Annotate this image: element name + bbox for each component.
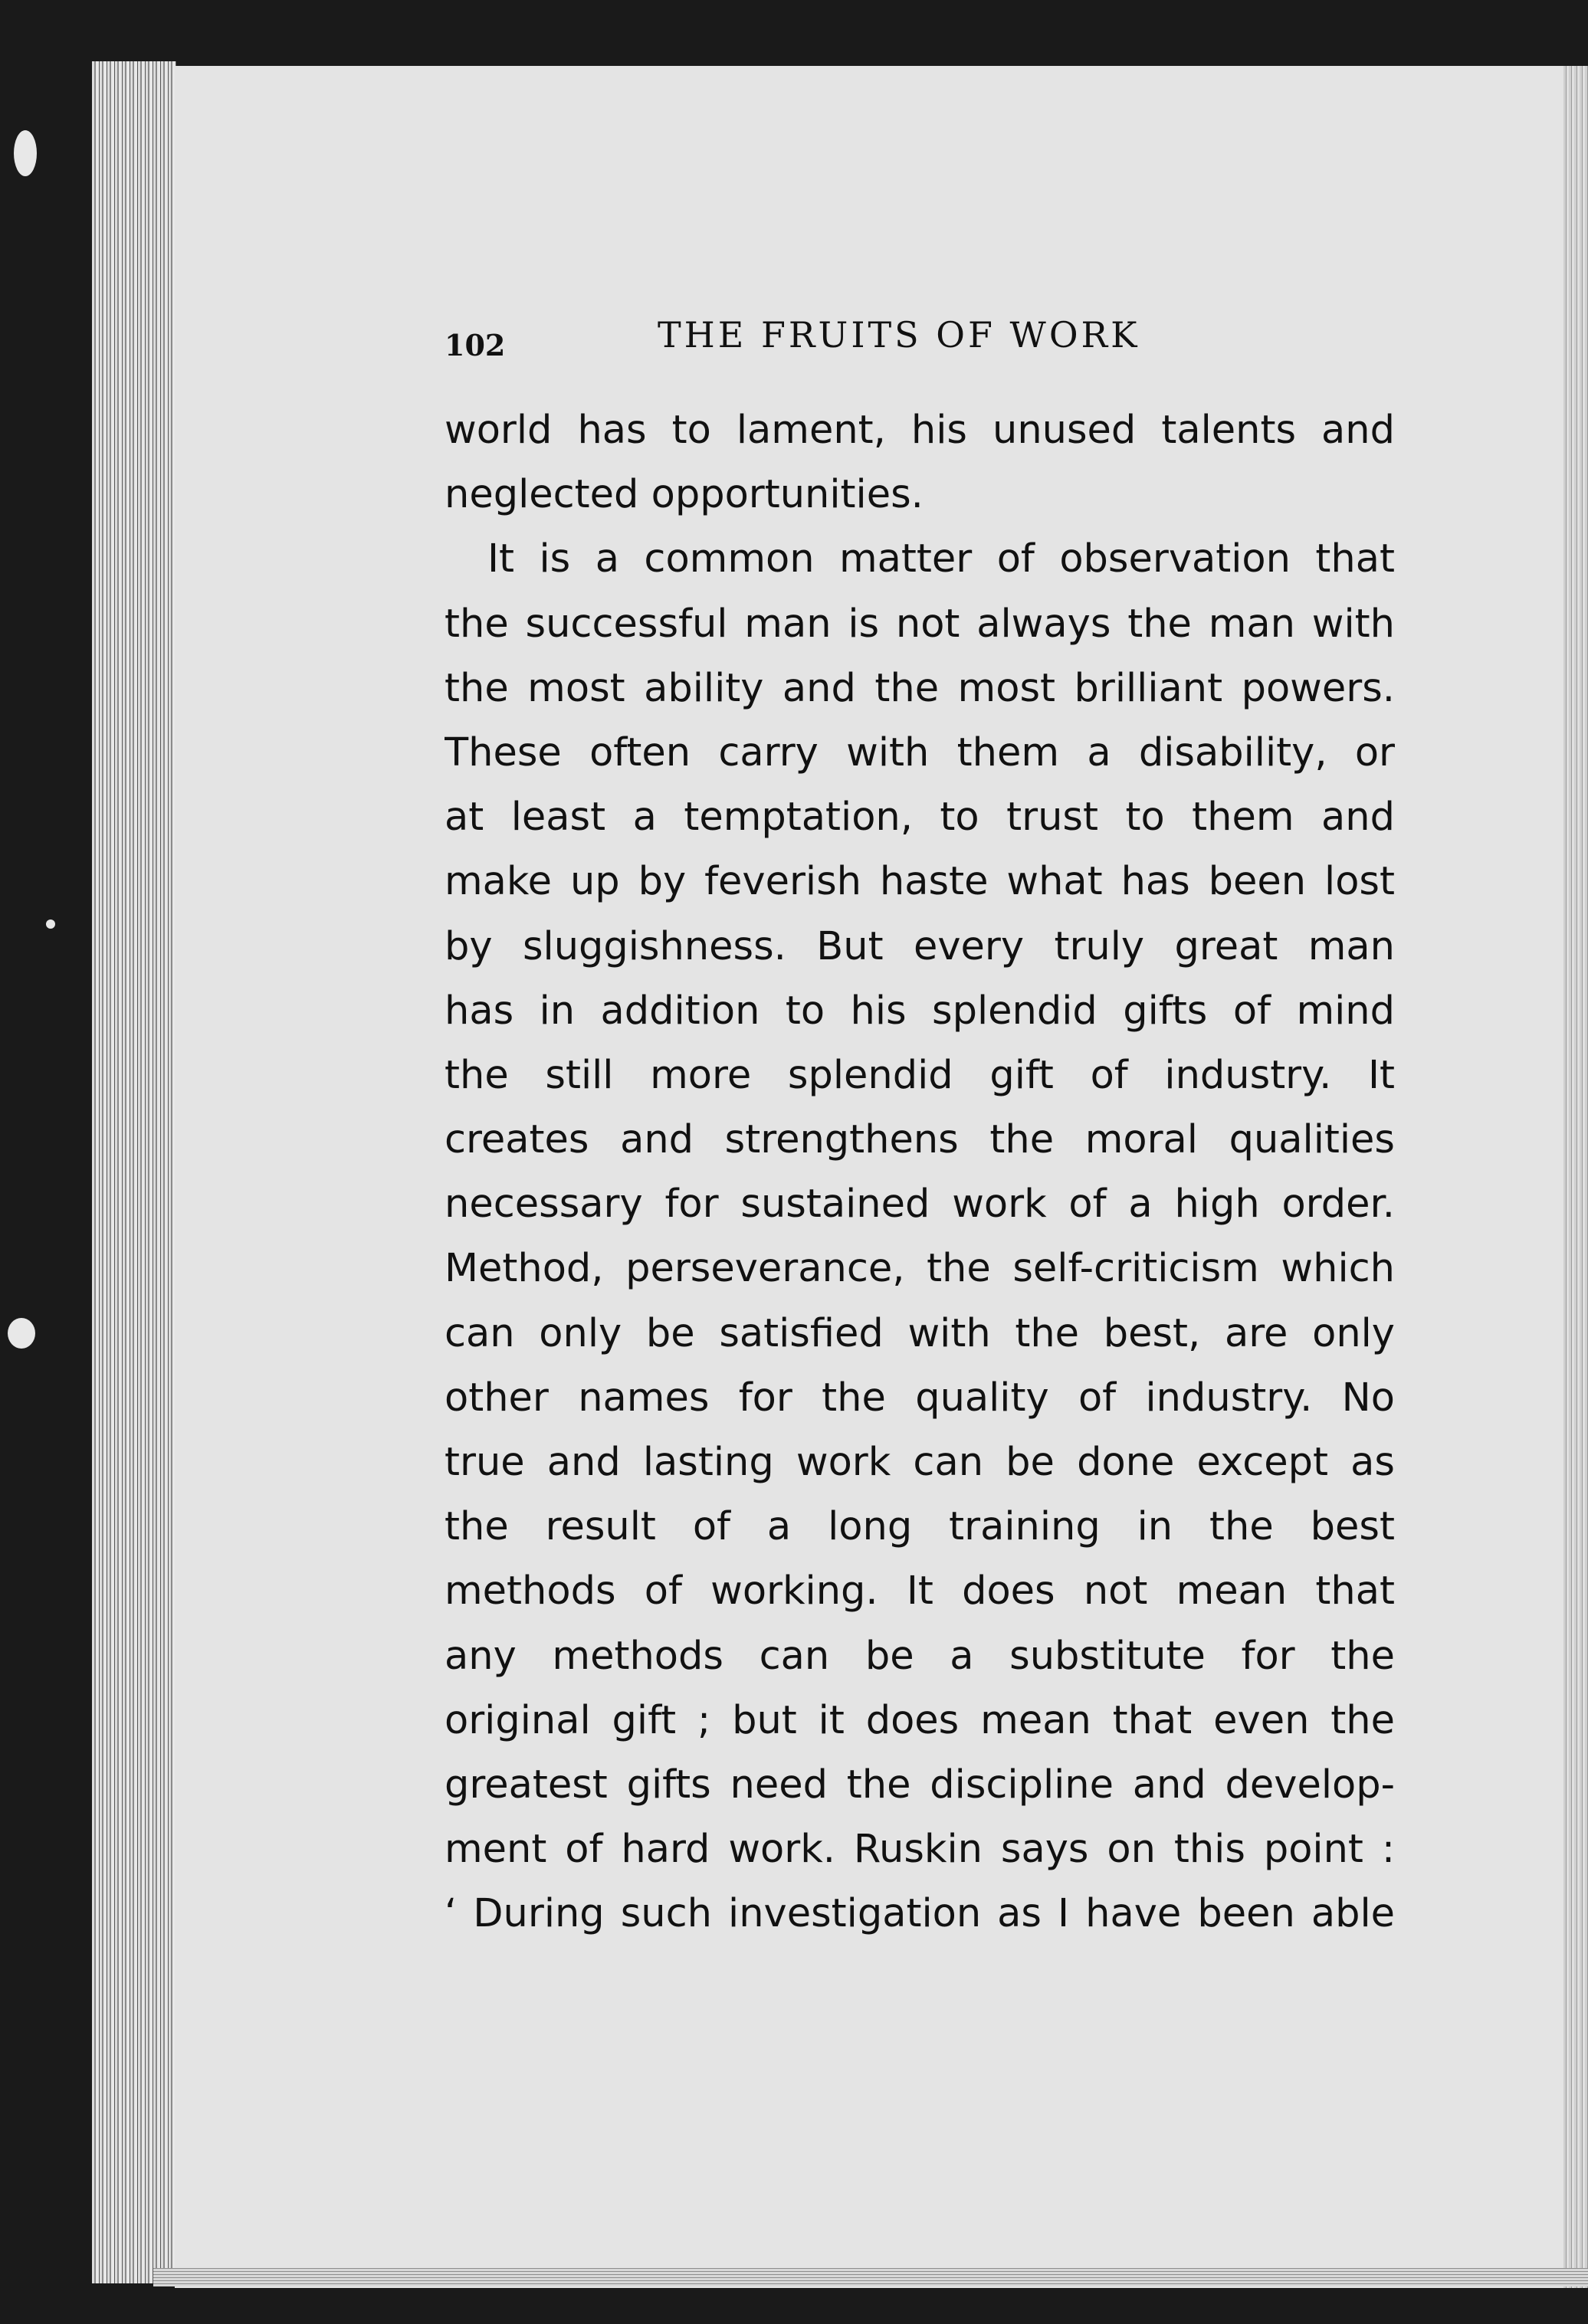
running-head <box>445 314 1395 360</box>
text-line: neglected opportunities. <box>445 472 924 518</box>
text-line: ‘ During such investigation as I have been able <box>445 1891 1395 1937</box>
text-line: true and lasting work can be done except as <box>445 1440 1395 1485</box>
running-title: THE FRUITS OF WORK <box>658 314 1140 356</box>
text-line: at least a temptation, to trust to them and <box>445 795 1395 841</box>
scan-speck <box>8 1318 35 1349</box>
text-line: make up by feverish haste what has been lost <box>445 859 1395 905</box>
text-line: These often carry with them a disability, or <box>445 729 1395 775</box>
text-line: by sluggishness. But every truly great man <box>445 923 1395 969</box>
book-spine-edge <box>92 61 176 2283</box>
scan-speck <box>46 919 55 929</box>
text-line: world has to lament, his unused talents and <box>445 408 1395 453</box>
page-number: 102 <box>445 328 506 362</box>
scan-speck <box>14 130 37 176</box>
text-line: has in addition to his splendid gifts of mind <box>445 988 1395 1034</box>
text-line: the still more splendid gift of industry. It <box>445 1052 1395 1098</box>
text-line: methods of working. It does not mean that <box>445 1568 1395 1614</box>
text-line: other names for the quality of industry. No <box>445 1375 1395 1421</box>
text-line: the most ability and the most brilliant powers. <box>445 665 1395 711</box>
text-line: the successful man is not always the man with <box>445 601 1395 647</box>
text-line: ment of hard work. Ruskin says on this point : <box>445 1827 1395 1873</box>
text-line: greatest gifts need the discipline and develop- <box>445 1762 1395 1808</box>
page-bottom-edge <box>153 2268 1588 2286</box>
body-text <box>445 398 1395 1947</box>
text-line: creates and strengthens the moral qualities <box>445 1117 1395 1163</box>
text-line: original gift ; but it does mean that even the <box>445 1697 1395 1743</box>
text-line: the result of a long training in the best <box>445 1504 1395 1550</box>
text-line: can only be satisfied with the best, are only <box>445 1310 1395 1356</box>
text-line: Method, perseverance, the self-criticism which <box>445 1246 1395 1292</box>
page-right-edge <box>1563 66 1588 2288</box>
text-line: It is a common matter of observation that <box>487 536 1395 582</box>
text-line: necessary for sustained work of a high order. <box>445 1182 1395 1228</box>
text-line: any methods can be a substitute for the <box>445 1633 1395 1679</box>
